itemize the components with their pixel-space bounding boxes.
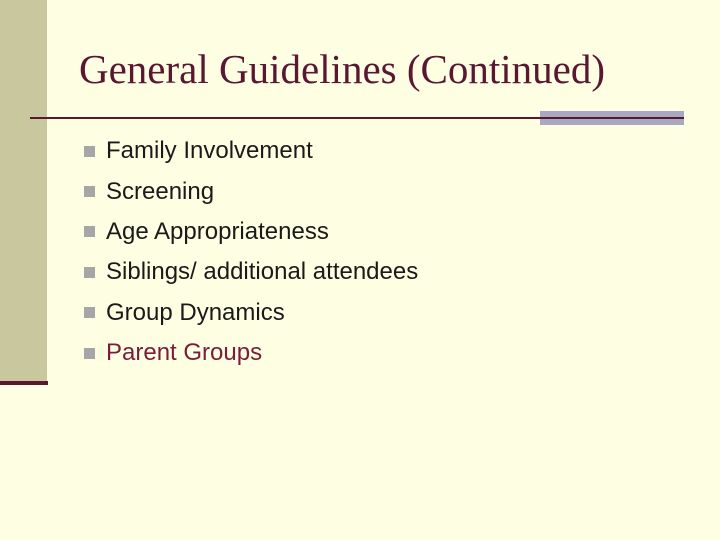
slide-title: General Guidelines (Continued) — [79, 46, 606, 92]
bullet-list — [84, 131, 418, 373]
bullet-item-parent-groups — [84, 333, 418, 373]
bullet-label: Family Involvement — [106, 137, 313, 165]
bullet-item-family-involvement — [84, 131, 418, 171]
bullet-item-siblings — [84, 252, 418, 292]
square-bullet-icon — [84, 186, 95, 197]
bullet-item-screening — [84, 171, 418, 211]
sidebar-bar — [0, 0, 47, 381]
title-divider-accent — [540, 111, 684, 125]
bullet-label: Age Appropriateness — [106, 217, 329, 245]
bullet-label: Group Dynamics — [106, 298, 285, 326]
bullet-label: Screening — [106, 177, 215, 205]
sidebar-underline — [0, 381, 48, 385]
square-bullet-icon — [84, 226, 95, 237]
square-bullet-icon — [84, 348, 95, 359]
bullet-label: Siblings/ additional attendees — [106, 258, 419, 286]
bullet-item-group-dynamics — [84, 293, 418, 333]
bullet-label: Parent Groups — [106, 339, 263, 367]
title-divider — [30, 117, 540, 119]
square-bullet-icon — [84, 146, 95, 157]
bullet-item-age-appropriateness — [84, 212, 418, 252]
square-bullet-icon — [84, 267, 95, 278]
square-bullet-icon — [84, 307, 95, 318]
